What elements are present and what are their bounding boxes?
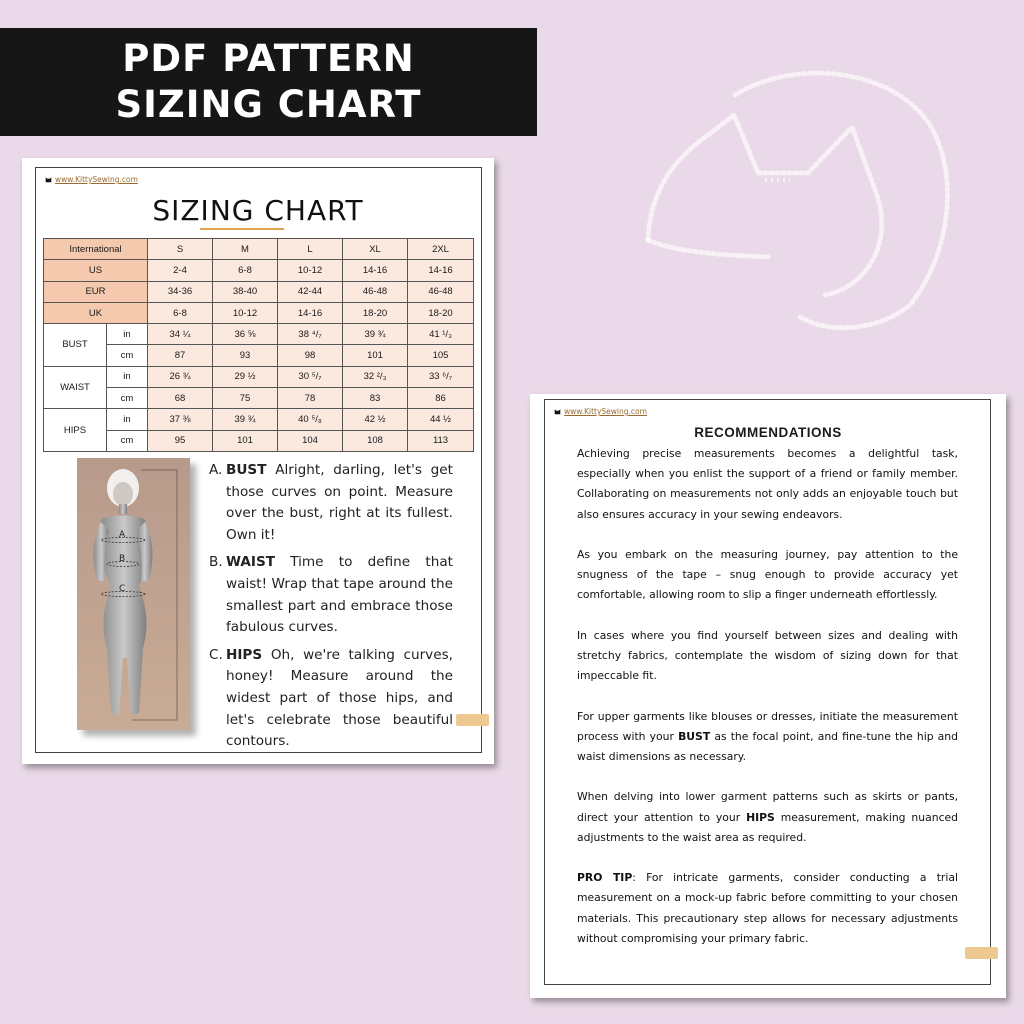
table-row (44, 430, 474, 451)
header-cell: S (148, 239, 213, 260)
instruction-key: WAIST (226, 554, 276, 571)
table-cell: 93 (213, 345, 278, 366)
table-cell: 40 ⁵/₈ (278, 409, 343, 430)
table-cell: 38-40 (213, 281, 278, 302)
paragraph-text: As you embark on the measuring journey, pay attention to the snugness of the tape – snug enough to provide accuracy yet comfortable, allowing room to slip a finger underneath effortlessly. (577, 548, 958, 602)
table-cell: 42-44 (278, 281, 343, 302)
instruction-key: HIPS (226, 646, 263, 663)
paragraph-emphasis: BUST (678, 729, 711, 743)
instruction-hips (209, 645, 453, 753)
instruction-letter: B. (209, 554, 223, 571)
recommendation-paragraph (577, 444, 958, 525)
paragraph-emphasis: PRO TIP (577, 871, 633, 885)
table-cell: 26 ¾ (148, 366, 213, 387)
table-cell: 83 (343, 388, 408, 409)
table-cell: 33 ⁶/₇ (408, 366, 474, 387)
table-cell: 68 (148, 388, 213, 409)
site-link-text[interactable]: www.KittySewing.com (564, 407, 647, 416)
header-cell: L (278, 239, 343, 260)
table-row (44, 409, 474, 430)
table-cell: 34-36 (148, 281, 213, 302)
table-cell: 36 ⅝ (213, 324, 278, 345)
table-cell: 29 ½ (213, 366, 278, 387)
table-cell: 14-16 (408, 260, 474, 281)
banner-title: PDF PATTERN SIZING CHART (115, 37, 422, 126)
table-cell: 95 (148, 430, 213, 451)
row-label: US (44, 260, 148, 281)
table-cell: 75 (213, 388, 278, 409)
measurement-label: BUST (44, 324, 107, 367)
site-link[interactable] (45, 175, 138, 184)
paragraph-text: When delving into lower garment patterns such as skirts or pants, direct your attention to your (577, 790, 958, 824)
paragraph-text: as the focal point, and fine-tune the hip and waist dimensions as necessary. (577, 729, 958, 763)
recommendation-paragraph (577, 868, 958, 949)
paragraph-text: measurement, making nuanced adjustments to the waist area as required. (577, 810, 959, 844)
instruction-text: Oh, we're talking curves, honey! Measure around the widest part of those hips, and let's celebrate those beautiful contours. (226, 646, 453, 750)
recommendation-paragraph (577, 787, 958, 848)
paragraph-text: In cases where you find yourself between sizes and dealing with stretchy fabrics, contemplate the wisdom of sizing down for that impeccable fit. (577, 628, 958, 683)
table-cell: 98 (278, 345, 343, 366)
page-title: SIZING CHART (152, 194, 364, 227)
mark-a: A (119, 530, 126, 540)
recommendations-title: RECOMMENDATIONS (694, 425, 842, 440)
title-underline (200, 228, 284, 230)
paragraph-emphasis: HIPS (746, 810, 775, 824)
header-cell: M (213, 239, 278, 260)
table-cell: 78 (278, 388, 343, 409)
cat-head-icon (554, 408, 561, 415)
instruction-text: Time to define that waist! Wrap that tape around the smallest part and embrace those fabulous curves. (226, 554, 453, 636)
row-label: EUR (44, 281, 148, 302)
page-tab-decoration (456, 714, 489, 726)
table-cell: 113 (408, 430, 474, 451)
table-cell: 14-16 (278, 302, 343, 323)
instruction-bust (209, 460, 453, 546)
table-row (44, 366, 474, 387)
page-tab-decoration (965, 947, 998, 959)
table-row (44, 388, 474, 409)
table-cell: 104 (278, 430, 343, 451)
table-row (44, 345, 474, 366)
mark-c: C (119, 584, 126, 594)
cat-head-icon (45, 176, 52, 183)
table-row (44, 260, 474, 281)
recommendation-paragraph (577, 545, 958, 606)
table-cell: 42 ½ (343, 409, 408, 430)
instruction-waist (209, 552, 453, 638)
table-cell: 10-12 (213, 302, 278, 323)
sizing-table (43, 238, 474, 452)
header-cell: International (44, 239, 148, 260)
table-cell: 30 ⁵/₇ (278, 366, 343, 387)
recommendation-paragraph (577, 707, 958, 768)
table-cell: 38 ⁴/₇ (278, 324, 343, 345)
table-cell: 105 (408, 345, 474, 366)
table-cell: 14-16 (343, 260, 408, 281)
header-cell: 2XL (408, 239, 474, 260)
table-cell: 46-48 (408, 281, 474, 302)
table-cell: 44 ½ (408, 409, 474, 430)
unit-label: in (107, 366, 148, 387)
row-label: UK (44, 302, 148, 323)
table-cell: 6-8 (148, 302, 213, 323)
measurement-label: WAIST (44, 366, 107, 409)
site-link[interactable] (554, 407, 647, 416)
table-row (44, 324, 474, 345)
unit-label: cm (107, 345, 148, 366)
table-row (44, 302, 474, 323)
table-cell: 6-8 (213, 260, 278, 281)
instruction-letter: A. (209, 462, 223, 478)
table-cell: 39 ¾ (213, 409, 278, 430)
paragraph-text: Achieving precise measurements becomes a delightful task, especially when you enlist the support of a friend or family member. Collaborating on measurements not only adds an enjoyable touch but also ensures accuracy in your sewing endeavors. (577, 447, 958, 521)
recommendation-paragraph (577, 626, 958, 687)
table-cell: 18-20 (343, 302, 408, 323)
site-link-text[interactable]: www.KittySewing.com (55, 175, 138, 184)
recommendations-page (530, 394, 1006, 998)
table-cell: 32 ²/₃ (343, 366, 408, 387)
table-cell: 10-12 (278, 260, 343, 281)
table-cell: 87 (148, 345, 213, 366)
mannequin-illustration (77, 458, 190, 730)
recommendations-body (577, 444, 958, 969)
header-cell: XL (343, 239, 408, 260)
table-row (44, 281, 474, 302)
instruction-key: BUST (226, 462, 267, 478)
table-cell: 37 ⅜ (148, 409, 213, 430)
mark-b: B (119, 554, 126, 564)
instruction-letter: C. (209, 646, 223, 663)
instruction-text: Alright, darling, let's get those curves on point. Measure over the bust, right at its fullest. Own it! (226, 462, 453, 543)
unit-label: cm (107, 430, 148, 451)
table-cell: 2-4 (148, 260, 213, 281)
table-cell: 18-20 (408, 302, 474, 323)
table-cell: 46-48 (343, 281, 408, 302)
cat-logo-watermark-icon (640, 55, 952, 335)
unit-label: in (107, 324, 148, 345)
measurement-figure (77, 458, 190, 730)
table-cell: 101 (213, 430, 278, 451)
paragraph-text: : For intricate garments, consider conducting a trial measurement on a mock-up fabric before committing to your chosen materials. This precautionary step allows for necessary adjustments without compromising your primary fabric. (577, 871, 958, 945)
table-cell: 101 (343, 345, 408, 366)
table-cell: 86 (408, 388, 474, 409)
table-cell: 39 ¾ (343, 324, 408, 345)
paragraph-text: For upper garments like blouses or dresses, initiate the measurement process with your (577, 709, 958, 743)
table-header-row (44, 239, 474, 260)
unit-label: cm (107, 388, 148, 409)
unit-label: in (107, 409, 148, 430)
sizing-chart-page (22, 158, 494, 764)
title-banner (0, 28, 537, 136)
table-cell: 34 ¼ (148, 324, 213, 345)
measurement-label: HIPS (44, 409, 107, 452)
table-cell: 41 ¹/₃ (408, 324, 474, 345)
table-cell: 108 (343, 430, 408, 451)
measurement-instructions (209, 460, 453, 759)
